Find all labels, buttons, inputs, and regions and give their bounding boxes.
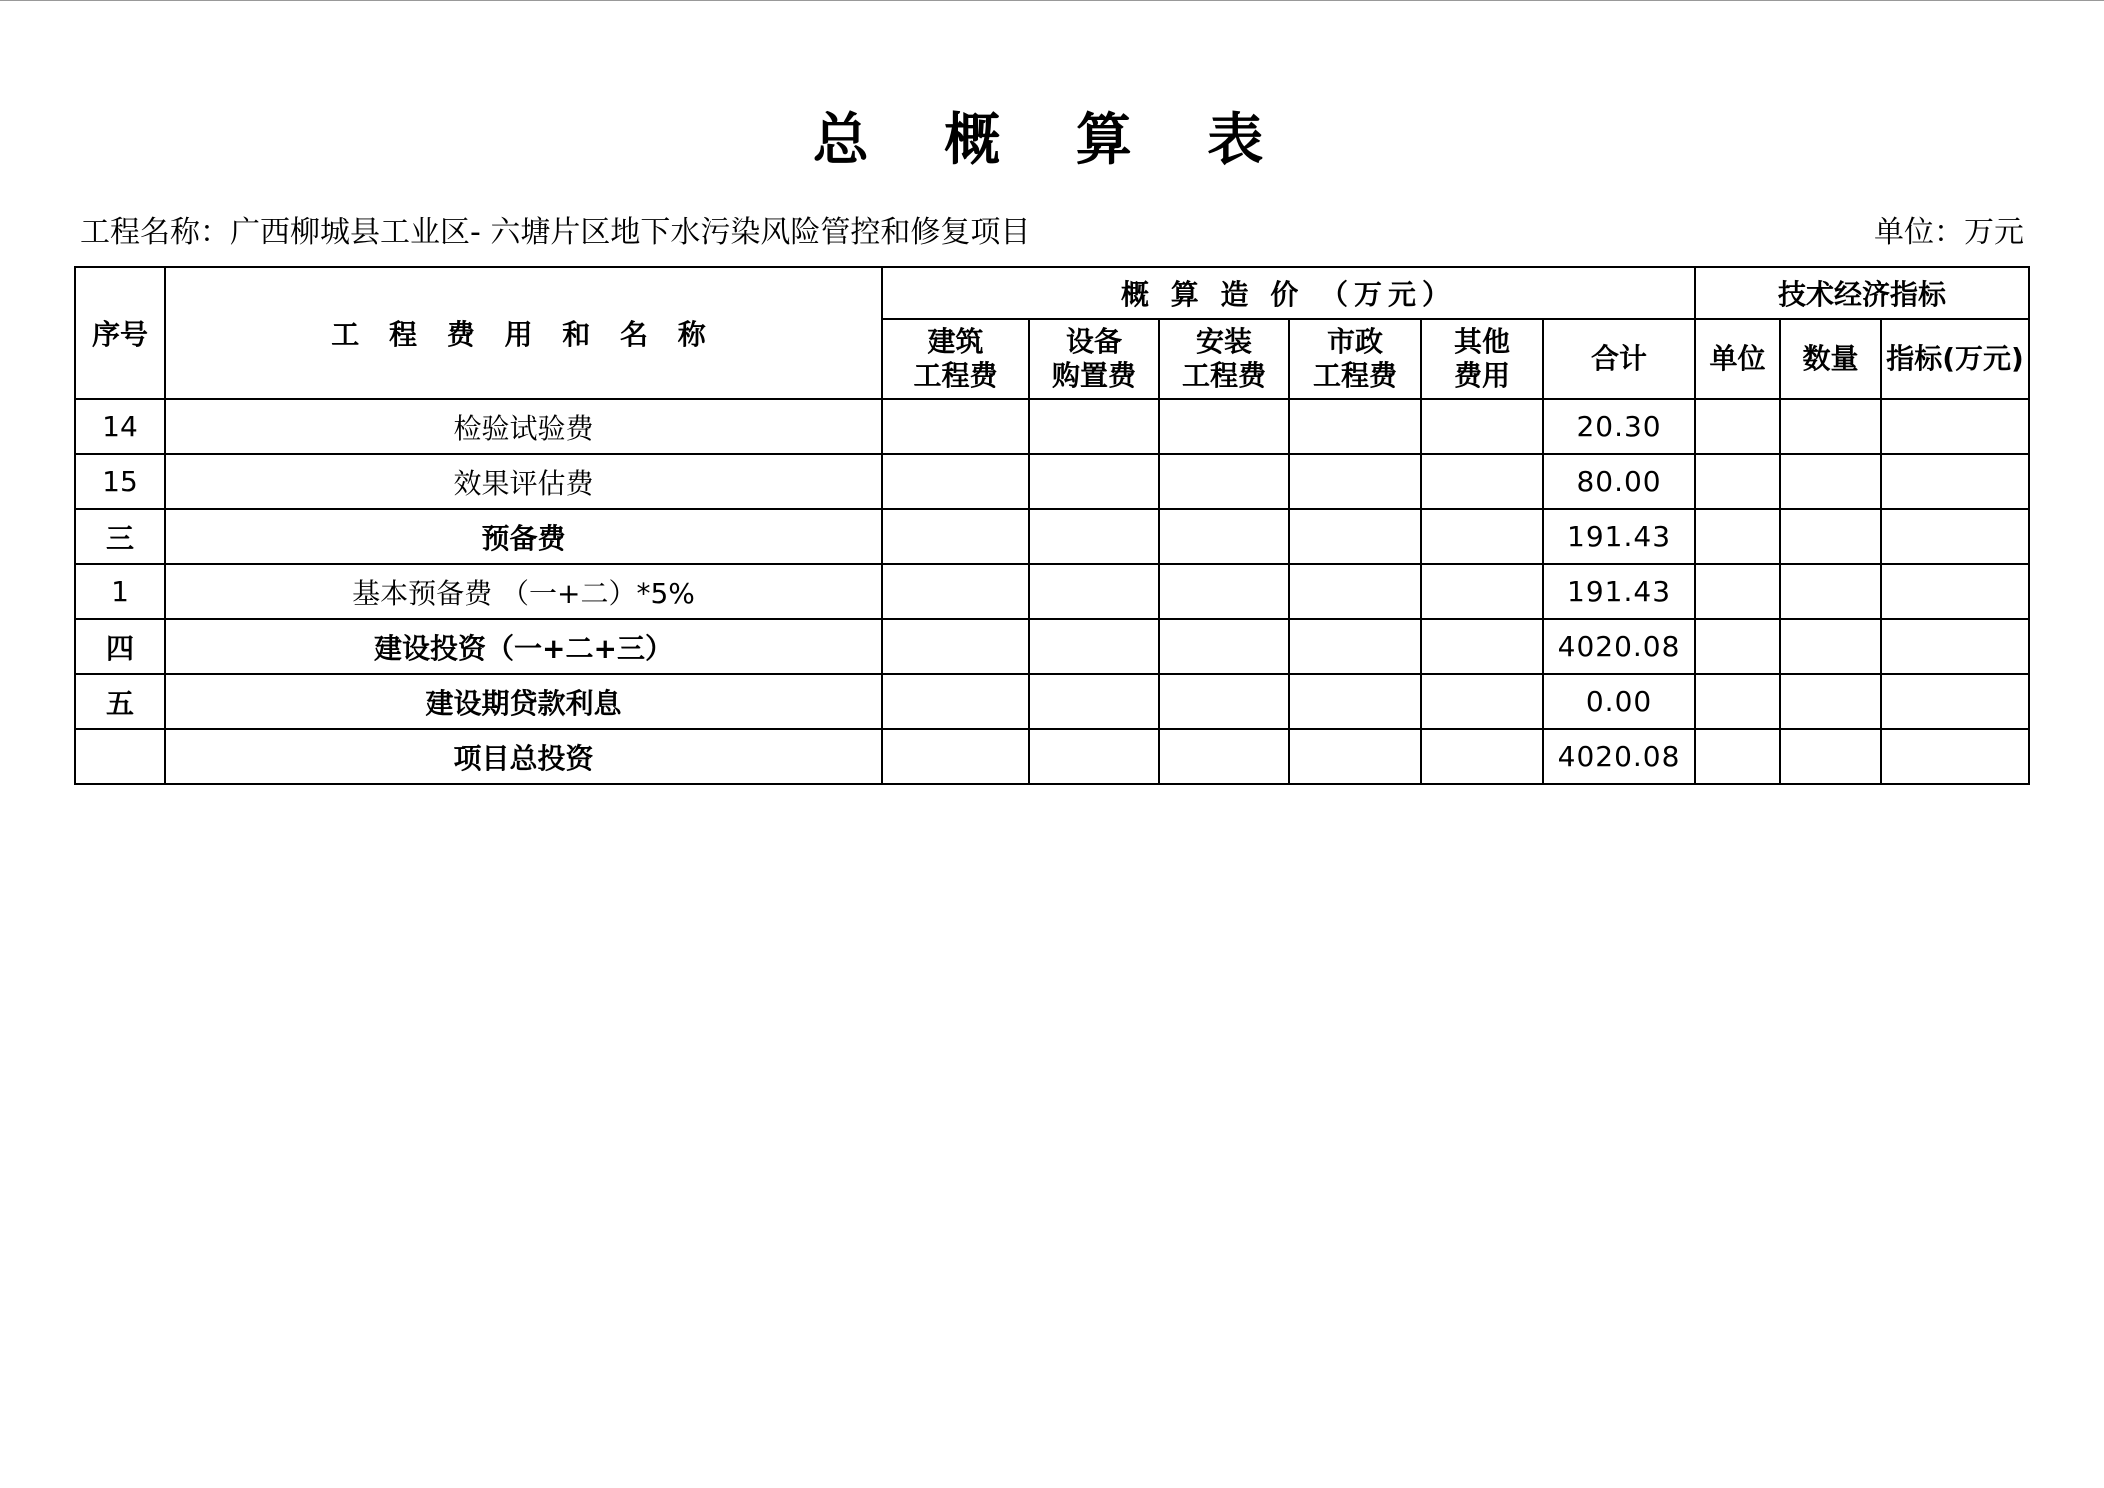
header-construction-cost: 建筑 工程费 [882,319,1029,399]
header-estimate-group: 概 算 造 价 （万元） [882,267,1695,319]
table-row [75,454,2029,509]
row-tech-cell [1780,564,1881,619]
row-empty-cell [1029,399,1159,454]
row-tech-cell [1695,674,1780,729]
header-item-name: 工 程 费 用 和 名 称 [165,267,882,399]
project-name-line [80,213,1030,253]
header-installation-cost: 安装 工程费 [1159,319,1289,399]
row-empty-cell [1289,564,1421,619]
table-body [75,399,2029,784]
row-total: 191.43 [1543,564,1695,619]
row-tech-cell [1695,454,1780,509]
row-empty-cell [1289,674,1421,729]
row-tech-cell [1780,509,1881,564]
row-empty-cell [1029,619,1159,674]
row-tech-cell [1780,619,1881,674]
row-tech-cell [1695,564,1780,619]
row-empty-cell [1421,564,1543,619]
table-row [75,729,2029,784]
row-seq: 四 [75,619,165,674]
row-empty-cell [1421,509,1543,564]
row-tech-cell [1780,454,1881,509]
row-empty-cell [1029,509,1159,564]
header-tech-quantity: 数量 [1780,319,1881,399]
row-seq: 15 [75,454,165,509]
row-empty-cell [1159,674,1289,729]
row-total: 0.00 [1543,674,1695,729]
table-row [75,619,2029,674]
row-total: 80.00 [1543,454,1695,509]
row-name: 预备费 [165,509,882,564]
row-name: 建设期贷款利息 [165,674,882,729]
row-name: 效果评估费 [165,454,882,509]
row-name: 检验试验费 [165,399,882,454]
row-empty-cell [1421,399,1543,454]
table-row [75,564,2029,619]
header-tech-group: 技术经济指标 [1695,267,2029,319]
row-empty-cell [1289,509,1421,564]
row-seq: 五 [75,674,165,729]
row-name: 项目总投资 [165,729,882,784]
row-empty-cell [882,619,1029,674]
row-empty-cell [1029,564,1159,619]
row-empty-cell [1159,399,1289,454]
header-other-cost: 其他 费用 [1421,319,1543,399]
row-seq: 1 [75,564,165,619]
page-title: 总 概 算 表 [812,108,1292,173]
row-seq [75,729,165,784]
row-empty-cell [1421,729,1543,784]
row-empty-cell [882,399,1029,454]
row-empty-cell [1289,454,1421,509]
row-tech-cell [1881,564,2029,619]
row-empty-cell [882,454,1029,509]
header-seq: 序号 [75,267,165,399]
row-tech-cell [1881,674,2029,729]
row-empty-cell [1421,674,1543,729]
row-tech-cell [1695,619,1780,674]
row-empty-cell [1029,729,1159,784]
project-name: 广西柳城县工业区- 六塘片区地下水污染风险管控和修复项目 [230,215,1031,250]
row-total: 4020.08 [1543,729,1695,784]
unit-label: 单位：万元 [1874,215,2024,250]
row-empty-cell [1289,729,1421,784]
row-empty-cell [1289,399,1421,454]
header-tech-index: 指标(万元) [1881,319,2029,399]
row-empty-cell [882,564,1029,619]
row-total: 20.30 [1543,399,1695,454]
row-empty-cell [1289,619,1421,674]
row-tech-cell [1695,729,1780,784]
row-tech-cell [1881,509,2029,564]
row-tech-cell [1780,399,1881,454]
row-seq: 14 [75,399,165,454]
table-row [75,509,2029,564]
row-empty-cell [882,729,1029,784]
budget-table [74,266,2030,785]
row-tech-cell [1780,729,1881,784]
project-label: 工程名称： [80,215,230,250]
row-tech-cell [1881,619,2029,674]
row-total: 191.43 [1543,509,1695,564]
row-tech-cell [1780,674,1881,729]
row-total: 4020.08 [1543,619,1695,674]
row-name: 基本预备费 （一+二）*5% [165,564,882,619]
row-tech-cell [1881,729,2029,784]
header-equipment-cost: 设备 购置费 [1029,319,1159,399]
row-tech-cell [1695,399,1780,454]
row-empty-cell [1421,454,1543,509]
header-municipal-cost: 市政 工程费 [1289,319,1421,399]
row-seq: 三 [75,509,165,564]
row-empty-cell [1159,509,1289,564]
table-row [75,399,2029,454]
row-empty-cell [1421,619,1543,674]
row-empty-cell [1159,454,1289,509]
row-empty-cell [882,509,1029,564]
row-empty-cell [882,674,1029,729]
row-empty-cell [1159,729,1289,784]
row-tech-cell [1881,454,2029,509]
row-tech-cell [1695,509,1780,564]
row-empty-cell [1159,564,1289,619]
header-tech-unit: 单位 [1695,319,1780,399]
row-empty-cell [1029,454,1159,509]
table-row [75,674,2029,729]
header-total: 合计 [1543,319,1695,399]
row-empty-cell [1159,619,1289,674]
row-empty-cell [1029,674,1159,729]
row-name: 建设投资（一+二+三） [165,619,882,674]
row-tech-cell [1881,399,2029,454]
